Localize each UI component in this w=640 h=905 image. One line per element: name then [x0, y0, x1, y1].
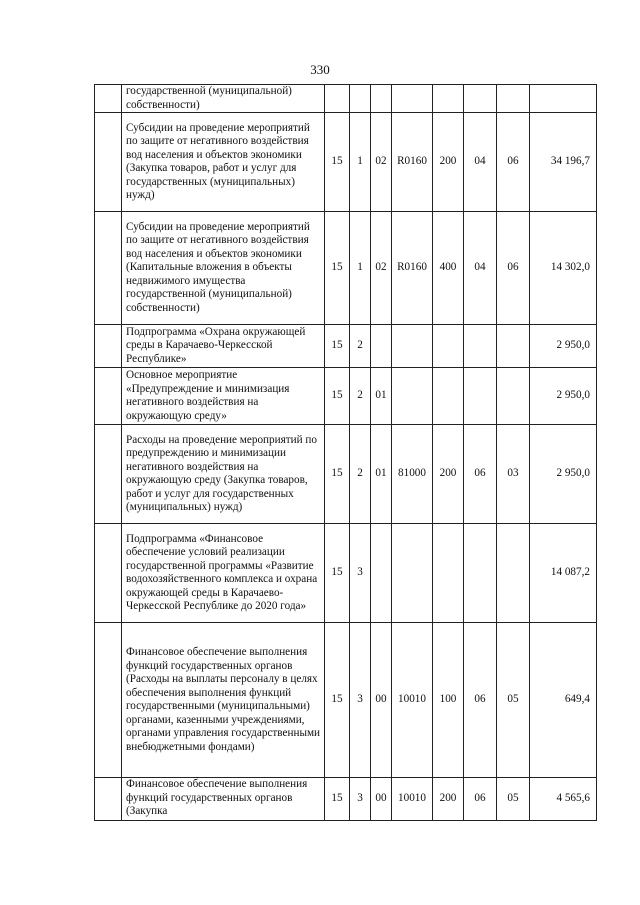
expense-type-cell: 200	[433, 425, 464, 524]
direction-cell	[392, 524, 433, 623]
expense-type-cell: 400	[433, 212, 464, 325]
subprogram-cell: 01	[371, 425, 392, 524]
table-row	[95, 325, 597, 368]
direction-cell: R0160	[392, 113, 433, 212]
table-row	[95, 623, 597, 778]
name-cell: Финансовое обеспечение выполнения функций государственных органов (Расходы на выплаты персоналу в целях обеспечения выполнения функций государственными (муниципальными) органами, казенными учреждениями, органами управления государственными внебюджетными фондами)	[122, 623, 325, 778]
section-cell	[464, 85, 497, 113]
ministry-cell: 15	[325, 623, 350, 778]
section-cell: 04	[464, 113, 497, 212]
subsection-cell	[497, 325, 530, 368]
subprogram-cell: 02	[371, 113, 392, 212]
amount-cell: 14 087,2	[530, 524, 597, 623]
expense-type-cell: 200	[433, 113, 464, 212]
empty-cell	[95, 524, 122, 623]
subprogram-cell: 02	[371, 212, 392, 325]
direction-cell: R0160	[392, 212, 433, 325]
name-cell: Финансовое обеспечение выполнения функций государственных органов (Закупка	[122, 778, 325, 821]
name-cell: государственной (муниципальной) собственности)	[122, 85, 325, 113]
subsection-cell	[497, 524, 530, 623]
program-cell: 3	[350, 623, 371, 778]
ministry-cell: 15	[325, 212, 350, 325]
direction-cell: 10010	[392, 778, 433, 821]
expense-type-cell	[433, 368, 464, 425]
direction-cell	[392, 325, 433, 368]
subsection-cell: 06	[497, 113, 530, 212]
subprogram-cell: 00	[371, 778, 392, 821]
program-cell: 2	[350, 368, 371, 425]
program-cell: 3	[350, 778, 371, 821]
empty-cell	[95, 425, 122, 524]
empty-cell	[95, 368, 122, 425]
name-cell: Расходы на проведение мероприятий по предупреждению и минимизации негативного воздействия на окружающую среду (Закупка товаров, работ и услуг для государственных (муниципальных) нужд)	[122, 425, 325, 524]
amount-cell: 2 950,0	[530, 368, 597, 425]
section-cell: 04	[464, 212, 497, 325]
table-row	[95, 524, 597, 623]
amount-cell: 34 196,7	[530, 113, 597, 212]
subprogram-cell	[371, 524, 392, 623]
direction-cell	[392, 85, 433, 113]
subprogram-cell: 01	[371, 368, 392, 425]
expense-type-cell: 100	[433, 623, 464, 778]
ministry-cell: 15	[325, 425, 350, 524]
amount-cell: 2 950,0	[530, 325, 597, 368]
name-cell: Субсидии на проведение мероприятий по защите от негативного воздействия вод населения и объектов экономики (Капитальные вложения в объекты недвижимого имущества государственной (муниципальной) собственности)	[122, 212, 325, 325]
expense-type-cell	[433, 325, 464, 368]
table-row	[95, 113, 597, 212]
empty-cell	[95, 113, 122, 212]
name-cell: Субсидии на проведение мероприятий по защите от негативного воздействия вод населения и объектов экономики (Закупка товаров, работ и услуг для государственных (муниципальных) нужд)	[122, 113, 325, 212]
ministry-cell: 15	[325, 368, 350, 425]
amount-cell	[530, 85, 597, 113]
budget-table	[94, 84, 597, 821]
direction-cell: 81000	[392, 425, 433, 524]
direction-cell	[392, 368, 433, 425]
empty-cell	[95, 325, 122, 368]
table-row	[95, 212, 597, 325]
empty-cell	[95, 623, 122, 778]
ministry-cell: 15	[325, 524, 350, 623]
subsection-cell	[497, 85, 530, 113]
ministry-cell: 15	[325, 325, 350, 368]
subsection-cell: 05	[497, 623, 530, 778]
page-number: 330	[310, 62, 330, 77]
expense-type-cell	[433, 524, 464, 623]
section-cell: 06	[464, 425, 497, 524]
program-cell: 1	[350, 113, 371, 212]
program-cell: 2	[350, 325, 371, 368]
subprogram-cell	[371, 325, 392, 368]
expense-type-cell	[433, 85, 464, 113]
ministry-cell	[325, 85, 350, 113]
table-row	[95, 85, 597, 113]
empty-cell	[95, 85, 122, 113]
subsection-cell: 03	[497, 425, 530, 524]
empty-cell	[95, 212, 122, 325]
direction-cell: 10010	[392, 623, 433, 778]
name-cell: Подпрограмма «Финансовое обеспечение условий реализации государственной программы «Развитие водохозяйственного комплекса и охрана окружающей среды в Карачаево-Черкесской Республике до 2020 года»	[122, 524, 325, 623]
program-cell	[350, 85, 371, 113]
subsection-cell	[497, 368, 530, 425]
empty-cell	[95, 778, 122, 821]
ministry-cell: 15	[325, 778, 350, 821]
amount-cell: 2 950,0	[530, 425, 597, 524]
section-cell	[464, 524, 497, 623]
section-cell	[464, 368, 497, 425]
subsection-cell: 05	[497, 778, 530, 821]
name-cell: Основное мероприятие «Предупреждение и минимизация негативного воздействия на окружающую среду»	[122, 368, 325, 425]
expense-type-cell: 200	[433, 778, 464, 821]
section-cell: 06	[464, 623, 497, 778]
table-row	[95, 778, 597, 821]
section-cell: 06	[464, 778, 497, 821]
subprogram-cell: 00	[371, 623, 392, 778]
amount-cell: 14 302,0	[530, 212, 597, 325]
amount-cell: 649,4	[530, 623, 597, 778]
amount-cell: 4 565,6	[530, 778, 597, 821]
name-cell: Подпрограмма «Охрана окружающей среды в Карачаево-Черкесской Республике»	[122, 325, 325, 368]
section-cell	[464, 325, 497, 368]
program-cell: 3	[350, 524, 371, 623]
table-row	[95, 425, 597, 524]
program-cell: 2	[350, 425, 371, 524]
subprogram-cell	[371, 85, 392, 113]
subsection-cell: 06	[497, 212, 530, 325]
program-cell: 1	[350, 212, 371, 325]
ministry-cell: 15	[325, 113, 350, 212]
table-row	[95, 368, 597, 425]
